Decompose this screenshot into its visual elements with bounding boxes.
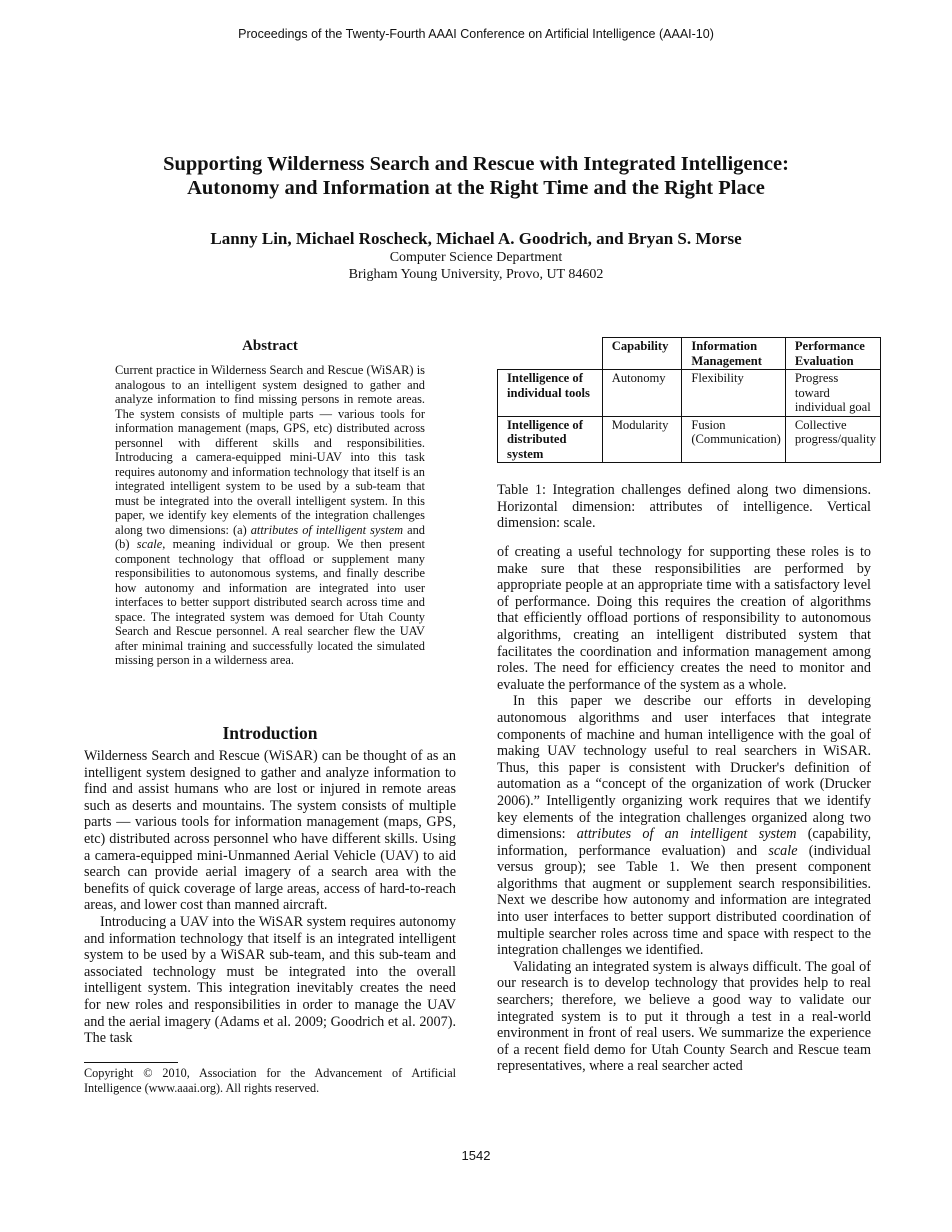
- page-number: 1542: [461, 1148, 491, 1163]
- table-cell: Collective progress/quality: [785, 416, 880, 463]
- table-caption: Table 1: Integration challenges defined along two dimensions. Horizontal dimension: attributes of intelligence. Vertical dimension: scale.: [497, 482, 871, 532]
- author-block: [60, 229, 892, 283]
- abstract-text: [115, 363, 425, 668]
- right-paragraph-1: of creating a useful technology for supporting these roles is to make sure that these responsibilities are performed by appropriate people at an appropriate time with a satisfactory level of performance. Doing this requires the creation of algorithms that efficiently offload portions of responsibility to autonomous algorithms, creating an intelligent distributed system that facilitates the coordination and information management among roles. The need for efficiency creates the need to monitor and evaluate the performance of the system as a whole.: [497, 544, 871, 693]
- proceedings-header: Proceedings of the Twenty-Fourth AAAI Conference on Artificial Intelligence (AAAI-10): [238, 27, 714, 41]
- title-line-1: Supporting Wilderness Search and Rescue with Integrated Intelligence:: [163, 153, 789, 175]
- right-column-body: [497, 544, 871, 1075]
- table-cell: Autonomy: [602, 370, 682, 417]
- right-text-part: (capability, information, performance evaluation) and: [497, 826, 871, 859]
- footnote-divider: [84, 1062, 178, 1063]
- introduction-heading: Introduction: [222, 723, 318, 743]
- table-header-row: [498, 338, 881, 370]
- table-row: [498, 416, 881, 463]
- table-col-header: Information Management: [682, 338, 786, 370]
- introduction-body: [84, 748, 456, 1047]
- author-names: Lanny Lin, Michael Roscheck, Michael A. Goodrich, and Bryan S. Morse: [210, 229, 742, 248]
- table-cell: Progress toward individual goal: [785, 370, 880, 417]
- abstract-text-part: and (b): [115, 522, 425, 551]
- table-cell: Fusion (Communication): [682, 416, 786, 463]
- table-row: [498, 370, 881, 417]
- title-line-2: Autonomy and Information at the Right Time and the Right Place: [187, 177, 765, 199]
- table-corner-cell: [498, 338, 603, 370]
- table-1: [497, 337, 881, 463]
- right-italic-term: scale: [768, 842, 798, 859]
- abstract-text-part: Current practice in Wilderness Search and Rescue (WiSAR) is analogous to an intelligent system designed to gather and analyze information to find missing persons in remote areas. The system consists of multiple parts — various tools for information management (maps, GPS, etc) distributed across personnel with different skills and responsibilities. Introducing a camera-equipped mini-UAV into this task requires autonomy and information technology that itself is an integrated intelligent system to be used by a sub-team that must be integrated into the overall intelligent system. In this paper, we identify key elements of the integration challenges along two dimensions: (a): [115, 363, 425, 537]
- right-italic-term: attributes of an intelligent system: [576, 826, 797, 843]
- right-paragraph-3: Validating an integrated system is always difficult. The goal of our research is to develop technology that provides help to real searchers; therefore, we believe a good way to validate our integrated system is to put it through a test in a real-world environment in front of real users. We summarize the experience of a recent field demo for Utah County Search and Rescue team representatives, where a real searcher acted: [497, 958, 871, 1075]
- table-row-header: Intelligence of individual tools: [498, 370, 603, 417]
- table-col-header: Performance Evaluation: [785, 338, 880, 370]
- abstract-text-part: , meaning individual or group. We then present component technology that offload or supplement many responsibilities to autonomous systems, and finally describe how autonomy and information are integrated into user interfaces to better support distributed search across time and space. The integrated system was demoed for Utah County Search and Rescue personnel. A real searcher flew the UAV after minimal training and successfully located the simulated missing person in a wilderness area.: [115, 537, 425, 667]
- university: Brigham Young University, Provo, UT 84602: [348, 267, 604, 282]
- table-cell: Modularity: [602, 416, 682, 463]
- abstract-heading: Abstract: [242, 338, 298, 354]
- right-text-part: (individual versus group); see Table 1. We then present component algorithms that augment or supplement search responsibilities. Next we describe how autonomy and information are integrated into user interfaces to better support distributed coordination of multiple searcher roles across time and space with respect to the integration challenges we identified.: [497, 842, 871, 959]
- department: Computer Science Department: [389, 250, 563, 265]
- abstract-italic-term: attributes of intelligent system: [250, 522, 404, 537]
- right-paragraph-2: [497, 693, 871, 959]
- table-col-header: Capability: [602, 338, 682, 370]
- table-cell: Flexibility: [682, 370, 786, 417]
- copyright-footnote: Copyright © 2010, Association for the Advancement of Artificial Intelligence (www.aaai.org). All rights reserved.: [84, 1066, 456, 1095]
- table-row-header: Intelligence of distributed system: [498, 416, 603, 463]
- right-text-part: In this paper we describe our efforts in developing autonomous algorithms and user interfaces that integrate components of machine and human intelligence with the goal of making UAV technology useful to real searchers in WiSAR. Thus, this paper is consistent with Drucker's definition of automation as a “concept of the organization of work (Drucker 2006).” Intelligently organizing work requires that we identify key elements of the integration challenges organized along two dimensions:: [497, 693, 871, 843]
- intro-paragraph-2: Introducing a UAV into the WiSAR system requires autonomy and information technology that itself is an integrated intelligent system to be used by a WiSAR sub-team, and this sub-team and associated technology must be integrated into the overall intelligent system. This integration inevitably creates the need for new roles and responsibilities in order to manage the UAV and the aerial imagery (Adams et al. 2009; Goodrich et al. 2007). The task: [84, 913, 456, 1047]
- paper-title: [60, 152, 892, 200]
- intro-paragraph-1: Wilderness Search and Rescue (WiSAR) can be thought of as an intelligent system designed to gather and analyze information to find and assist humans who are lost or injured in remote areas such as deserts and mountains. The system consists of multiple parts — various tools for information management (maps, GPS, etc) distributed across personnel who have different skills. Using a camera-equipped mini-Unmanned Aerial Vehicle (UAV) to aid search can provide aerial imagery of a search area with the benefits of quick coverage of large areas, access of hard-to-reach areas, and lower cost than manned aircraft.: [84, 748, 456, 914]
- abstract-italic-term: scale: [136, 537, 163, 551]
